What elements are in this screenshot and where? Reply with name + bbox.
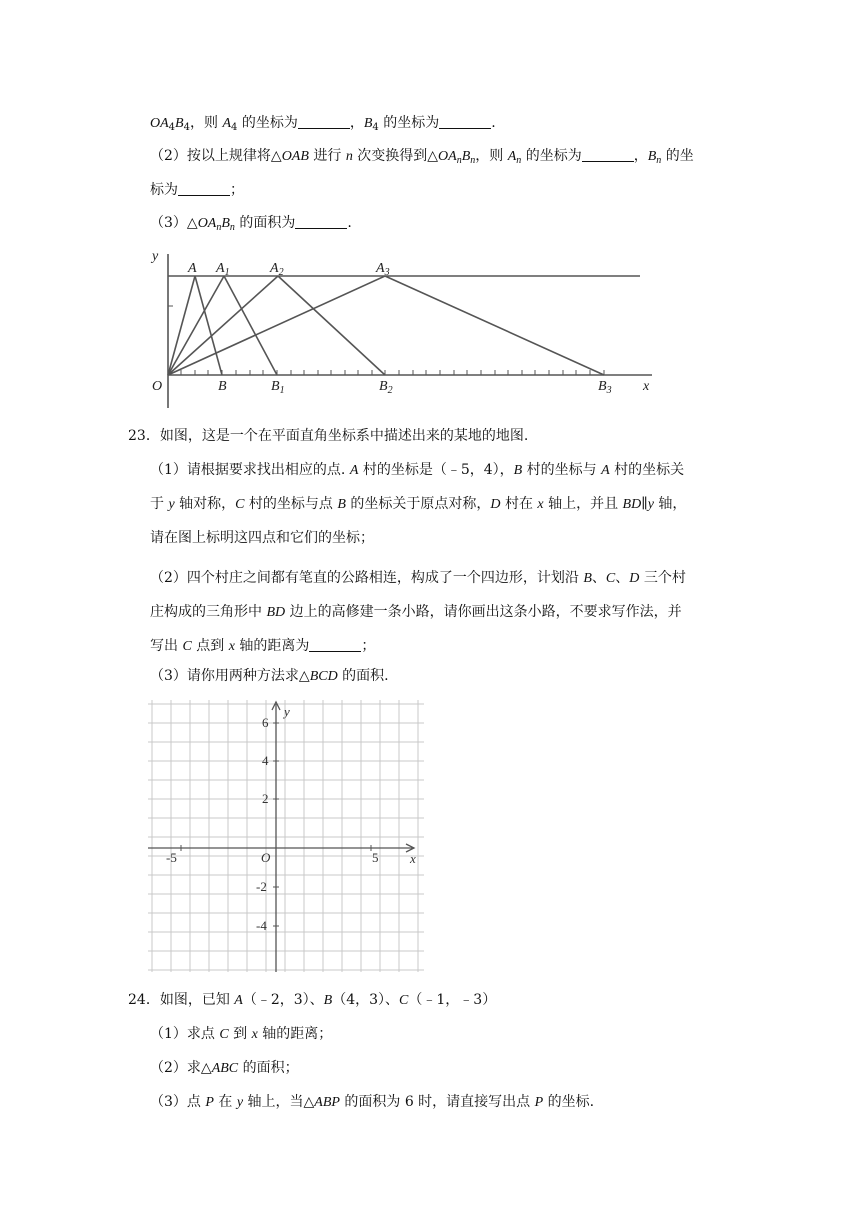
- triangle-sequence-figure: [140, 244, 660, 412]
- q22-line-4: $(3)\triangle OA_nB_n$ 的面积为 .: [150, 215, 352, 233]
- grid-x-label: x: [410, 851, 416, 866]
- answer-blank[interactable]: [439, 114, 491, 129]
- q24-part3: （3）点 P 在 y 轴上，当△ABP 的面积为 6 时，请直接写出点 P 的坐标.: [150, 1094, 595, 1110]
- y-tick-label: 6: [262, 715, 269, 730]
- y-tick-label: -2: [256, 879, 267, 894]
- y-tick-label: -4: [256, 918, 267, 933]
- point-label-B3: $B_3$: [598, 379, 612, 396]
- x-axis-label: x: [643, 379, 650, 394]
- point-label-A2: $A_2$: [270, 261, 284, 278]
- origin-label: O: [152, 379, 163, 394]
- point-label-B: B: [218, 379, 227, 394]
- q23-title: 23．如图，这是一个在平面直角坐标系中描述出来的某地的地图.: [128, 428, 529, 444]
- point-label-A: A: [188, 261, 197, 276]
- q23-part1-line1: （1）请根据要求找出相应的点. A 村的坐标是（﹣5，4），B 村的坐标与 A 村的坐标关: [150, 462, 685, 478]
- q23-part2-line1: （2）四个村庄之间都有笔直的公路相连，构成了一个四边形，计划沿 B、C、D 三个村: [150, 570, 686, 586]
- answer-blank[interactable]: [309, 637, 361, 652]
- q23-part2-line3: 写出 C 点到 x 轴的距离为 ；: [150, 638, 376, 654]
- q23-part2-line2: 庄构成的三角形中 BD 边上的高修建一条小路，请你画出这条小路，不要求写作法，并: [150, 604, 682, 620]
- q24-part1: （1）求点 C 到 x 轴的距离；: [150, 1026, 333, 1042]
- point-label-B2: $B_2$: [379, 379, 393, 396]
- answer-blank[interactable]: [298, 114, 350, 129]
- y-axis-label: y: [152, 249, 159, 264]
- answer-blank[interactable]: [582, 147, 634, 162]
- coordinate-grid: [148, 700, 424, 972]
- y-tick-label: 4: [262, 753, 269, 768]
- q23-part1-line3: 请在图上标明这四点和它们的坐标；: [150, 530, 374, 546]
- x-tick-label: 5: [372, 850, 379, 865]
- grid-origin-label: O: [261, 850, 271, 865]
- grid-y-label: y: [284, 704, 290, 719]
- answer-blank[interactable]: [178, 181, 230, 196]
- q23-part1-line2: 于 y 轴对称，C 村的坐标与点 B 的坐标关于原点对称，D 村在 x 轴上，并且 BD∥y 轴，: [150, 496, 687, 512]
- q22-line-2: （2）按以上规律将△OAB 进行 n 次变换得到$\triangle OA_nB_n$，则 $A_n$ 的坐标为 ，$B_n$ 的坐: [150, 148, 694, 166]
- point-label-A3: $A_3$: [376, 261, 390, 278]
- x-tick-label: -5: [166, 850, 177, 865]
- q23-part3: （3）请你用两种方法求△BCD 的面积.: [150, 668, 389, 684]
- q22-line-1: $OA_4B_4$，则 $A_4$ 的坐标为 ，$B_4$ 的坐标为 .: [150, 115, 496, 133]
- y-tick-label: 2: [262, 791, 269, 806]
- answer-blank[interactable]: [295, 214, 347, 229]
- q24-part2: （2）求△ABC 的面积；: [150, 1060, 299, 1076]
- q24-title: 24．如图，已知 A（﹣2，3）、B（4，3）、C（﹣1，﹣3）: [128, 992, 497, 1008]
- q22-line-3: 标为 ；: [150, 182, 244, 198]
- point-label-B1: $B_1$: [271, 379, 285, 396]
- point-label-A1: $A_1$: [216, 261, 230, 278]
